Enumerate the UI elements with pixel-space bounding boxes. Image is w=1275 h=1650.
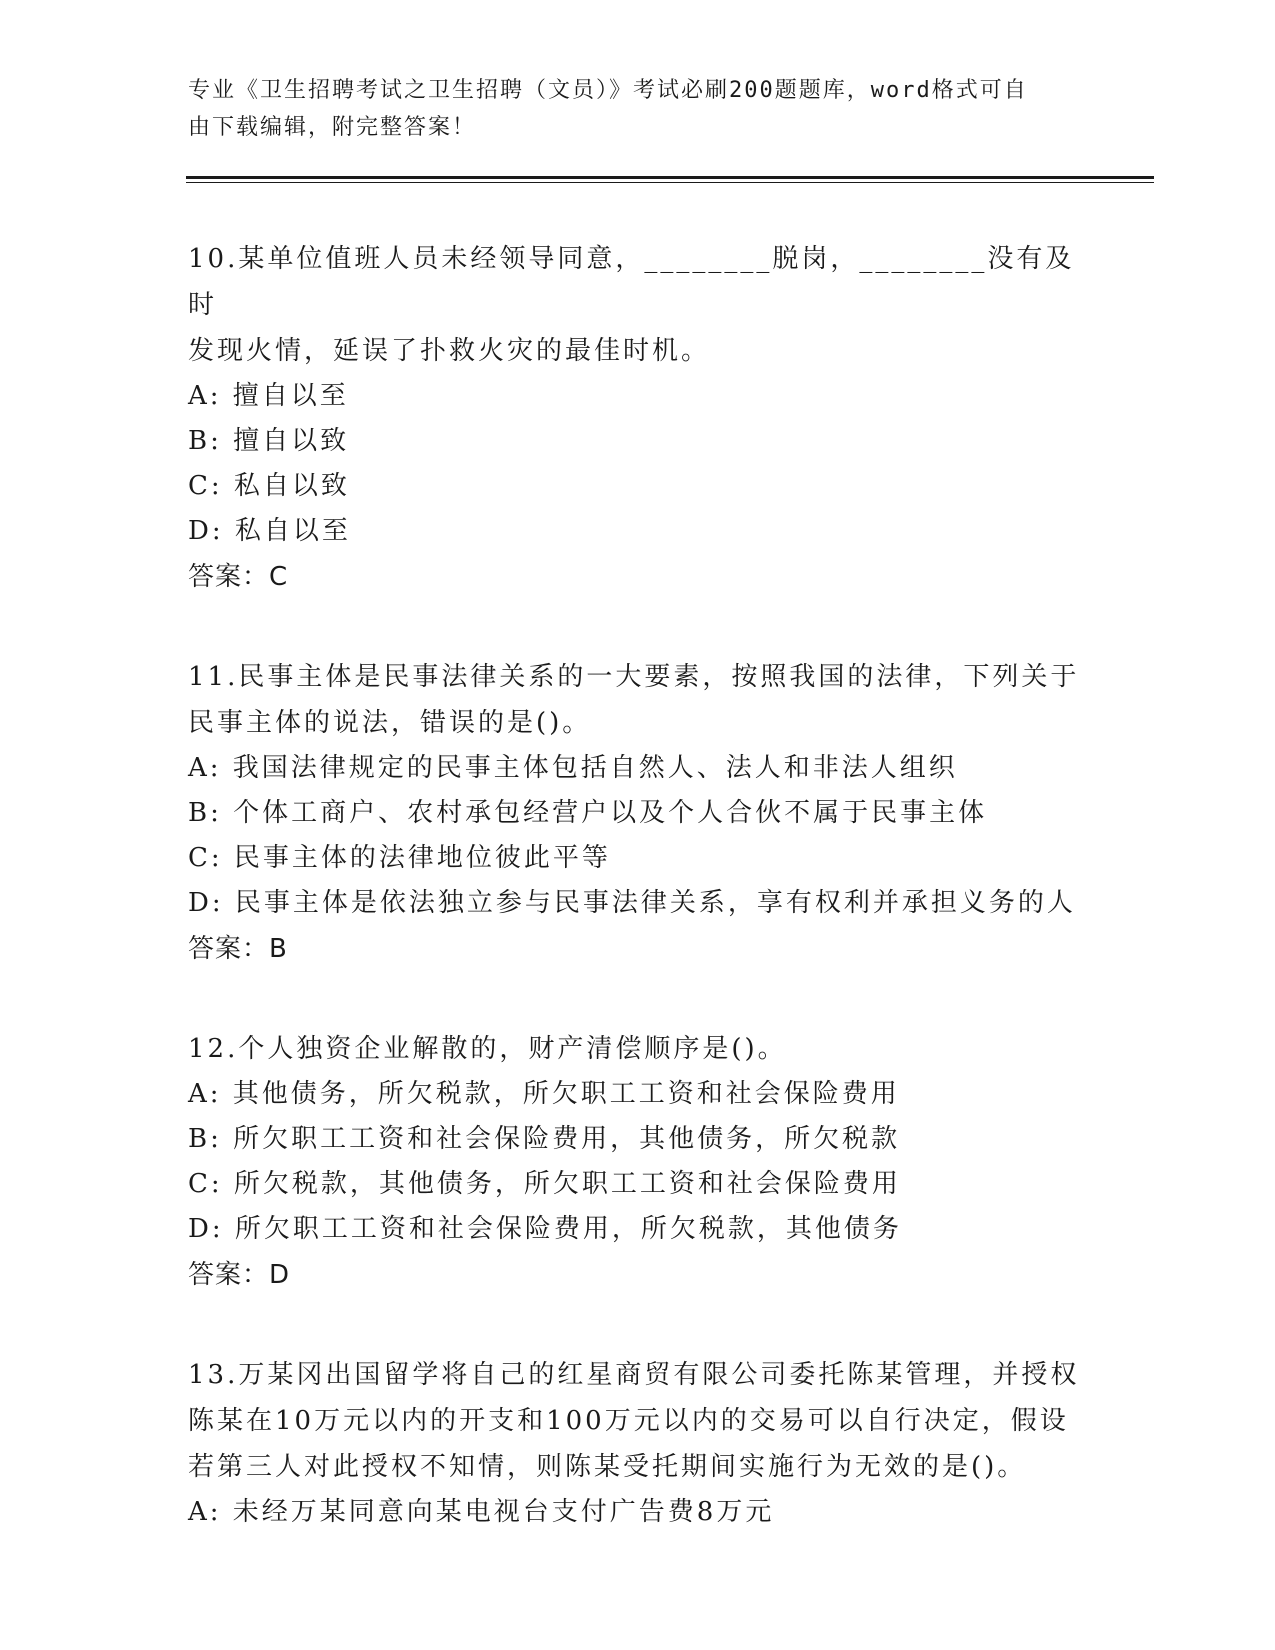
option-d: D: 所欠职工工资和社会保险费用，所欠税款，其他债务: [188, 1214, 902, 1244]
answer-line: 答案：B: [188, 934, 288, 964]
header-divider-thick: [186, 176, 1154, 179]
question-13: [188, 1352, 1088, 1535]
option-a: A: 未经万某同意向某电视台支付广告费8万元: [188, 1497, 775, 1527]
header-line-1: 专业《卫生招聘考试之卫生招聘（文员）》考试必刷200题题库，word格式可自: [188, 78, 1028, 103]
answer-line: 答案：D: [188, 1260, 291, 1290]
stem-line: 陈某在10万元以内的开支和100万元以内的交易可以自行决定，假设: [188, 1406, 1069, 1436]
option-b: B: 所欠职工工资和社会保险费用，其他债务，所欠税款: [188, 1124, 901, 1154]
option-c: C: 民事主体的法律地位彼此平等: [188, 843, 611, 873]
option-a: A: 我国法律规定的民事主体包括自然人、法人和非法人组织: [188, 753, 958, 783]
option-c: C: 私自以致: [188, 471, 350, 501]
stem-line: 民事主体的说法，错误的是()。: [188, 708, 592, 738]
question-stem: [188, 236, 1088, 374]
question-10: [188, 236, 1088, 600]
option-c: C: 所欠税款，其他债务，所欠职工工资和社会保险费用: [188, 1169, 901, 1199]
option-a: A: 其他债务，所欠税款，所欠职工工资和社会保险费用: [188, 1079, 900, 1109]
stem-line: 发现火情，延误了扑救火灾的最佳时机。: [188, 336, 711, 366]
option-b: B: 个体工商户、农村承包经营户以及个人合伙不属于民事主体: [188, 798, 988, 828]
document-header: [188, 72, 1068, 146]
header-line-2: 由下载编辑，附完整答案！: [188, 115, 477, 140]
stem-line: 若第三人对此授权不知情，则陈某受托期间实施行为无效的是()。: [188, 1452, 1027, 1482]
question-list: [188, 236, 1088, 1589]
question-12: [188, 1026, 1088, 1298]
question-stem: [188, 1352, 1088, 1490]
question-stem: [188, 1026, 1088, 1072]
question-11: [188, 654, 1088, 972]
answer-line: 答案：C: [188, 562, 289, 592]
option-d: D: 私自以至: [188, 516, 351, 546]
question-stem: [188, 654, 1088, 746]
option-d: D: 民事主体是依法独立参与民事法律关系，享有权利并承担义务的人: [188, 888, 1076, 918]
stem-line: 13.万某冈出国留学将自己的红星商贸有限公司委托陈某管理，并授权: [188, 1360, 1080, 1390]
stem-line: 10.某单位值班人员未经领导同意，________脱岗，________没有及时: [188, 244, 1075, 320]
stem-line: 12.个人独资企业解散的，财产清偿顺序是()。: [188, 1034, 787, 1064]
option-b: B: 擅自以致: [188, 426, 350, 456]
option-a: A: 擅自以至: [188, 381, 349, 411]
header-divider-thin: [186, 182, 1154, 183]
stem-line: 11.民事主体是民事法律关系的一大要素，按照我国的法律，下列关于: [188, 662, 1080, 692]
